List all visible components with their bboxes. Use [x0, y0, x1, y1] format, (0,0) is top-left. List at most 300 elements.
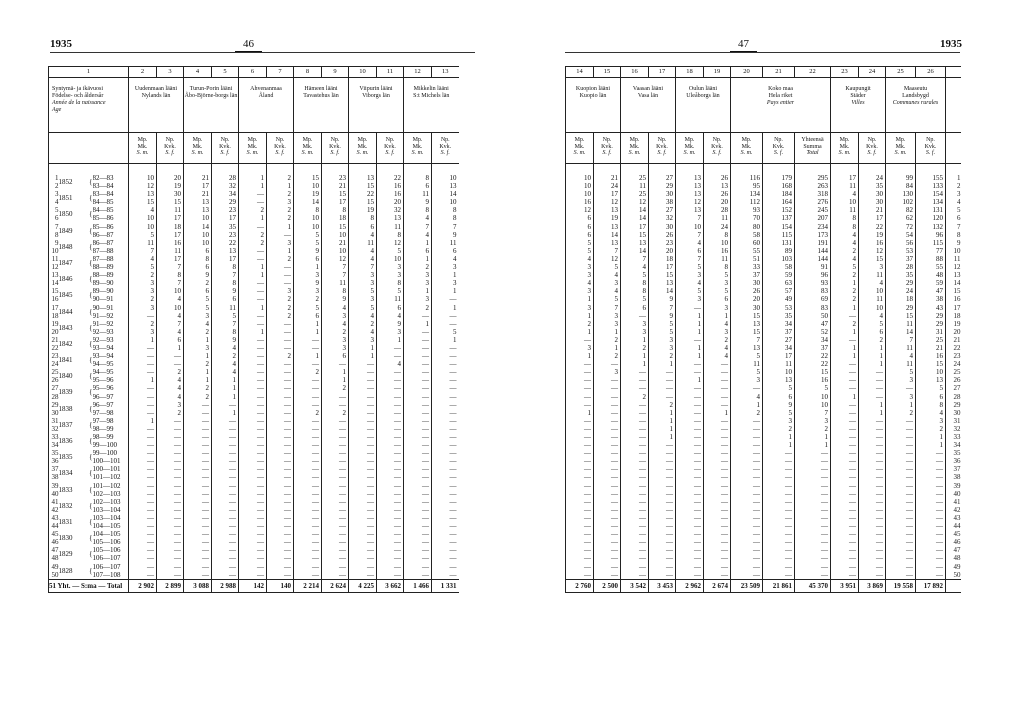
data-cell: —: [704, 441, 731, 449]
data-cell: —: [676, 538, 704, 546]
sex-label-sv: Mk.: [192, 143, 203, 150]
brace: {: [89, 485, 93, 494]
data-cell: —: [795, 514, 831, 522]
data-cell: 18: [157, 223, 184, 231]
data-cell: —: [916, 498, 946, 506]
sex-label-fr: S. f.: [867, 150, 877, 156]
data-cell: 29: [916, 320, 946, 328]
data-cell: 21: [594, 174, 621, 182]
data-cell: —: [676, 425, 704, 433]
data-cell: —: [859, 384, 886, 392]
age-range: 86—87: [92, 238, 114, 247]
data-cell: 7: [795, 409, 831, 417]
data-cell: 12: [322, 255, 349, 263]
data-cell: 112: [731, 198, 763, 206]
data-cell: —: [621, 409, 649, 417]
data-cell: 10: [432, 174, 459, 182]
table-row: [566, 384, 961, 392]
data-cell: 11: [859, 271, 886, 279]
data-cell: 20: [649, 247, 676, 255]
data-cell: 19: [157, 182, 184, 190]
data-cell: —: [239, 417, 267, 425]
data-cell: 4: [704, 344, 731, 352]
data-cell: —: [859, 433, 886, 441]
data-cell: 15: [157, 198, 184, 206]
data-cell: —: [294, 425, 322, 433]
data-cell: —: [432, 563, 459, 571]
data-cell: 7: [676, 231, 704, 239]
data-cell: 5: [763, 384, 795, 392]
data-cell: 8: [831, 223, 859, 231]
data-cell: 3: [129, 287, 157, 295]
data-cell: 3: [704, 279, 731, 287]
region-name-sv: Nylands län: [141, 93, 171, 99]
data-cell: 14: [886, 328, 916, 336]
data-cell: 103: [763, 255, 795, 263]
age-range: 103—104: [92, 513, 121, 522]
row-number: 20: [946, 328, 961, 336]
total-blank: [946, 579, 961, 592]
data-cell: 3: [566, 344, 594, 352]
data-cell: —: [129, 401, 157, 409]
data-cell: —: [731, 490, 763, 498]
data-cell: 7: [212, 320, 239, 328]
data-cell: —: [294, 522, 322, 530]
data-cell: 10: [294, 223, 322, 231]
row-number: 49: [49, 563, 59, 571]
sex-label-fi: Mp.: [741, 137, 752, 143]
data-cell: 2: [886, 409, 916, 417]
data-cell: 80: [731, 223, 763, 231]
male-header: [676, 133, 704, 164]
data-cell: —: [267, 271, 294, 279]
data-cell: —: [676, 409, 704, 417]
data-cell: —: [795, 538, 831, 546]
data-cell: 21: [322, 239, 349, 247]
data-cell: 6: [704, 295, 731, 303]
data-cell: —: [294, 417, 322, 425]
col-number: 4: [184, 67, 212, 78]
data-cell: —: [239, 465, 267, 473]
data-cell: —: [349, 498, 377, 506]
total-cell: 2 902: [129, 579, 157, 592]
table-row: [566, 368, 961, 376]
sex-label-fr: S. m.: [136, 150, 149, 156]
data-cell: 2: [129, 295, 157, 303]
table-row: [566, 498, 961, 506]
data-cell: 9: [763, 401, 795, 409]
row-number: 45: [946, 530, 961, 538]
data-cell: 35: [859, 182, 886, 190]
data-cell: —: [621, 490, 649, 498]
data-cell: 14: [621, 247, 649, 255]
data-cell: —: [404, 571, 432, 580]
data-cell: 5: [649, 320, 676, 328]
data-cell: —: [239, 312, 267, 320]
table-row: [49, 563, 459, 571]
data-cell: 54: [886, 231, 916, 239]
left-table: [48, 66, 459, 593]
data-cell: —: [404, 506, 432, 514]
sex-label-sv: Mk.: [247, 143, 258, 150]
data-cell: —: [676, 304, 704, 312]
data-cell: —: [294, 490, 322, 498]
region-header: [566, 78, 621, 133]
brace: {: [89, 453, 93, 462]
data-cell: 8: [831, 214, 859, 222]
data-cell: —: [886, 465, 916, 473]
data-cell: —: [349, 417, 377, 425]
data-cell: —: [267, 554, 294, 562]
data-cell: —: [886, 425, 916, 433]
data-cell: 1: [294, 328, 322, 336]
data-cell: —: [157, 522, 184, 530]
age-range: 93—94: [92, 352, 114, 361]
sex-label-fr: S. f.: [602, 150, 612, 156]
data-cell: 6: [859, 328, 886, 336]
data-cell: 7: [731, 336, 763, 344]
data-cell: 3: [404, 295, 432, 303]
data-cell: —: [404, 360, 432, 368]
row-number: 1: [946, 174, 961, 182]
spacer-cell: [377, 164, 404, 175]
row-number: 10: [49, 247, 59, 255]
data-cell: —: [129, 441, 157, 449]
table-row: [566, 401, 961, 409]
data-cell: —: [129, 473, 157, 481]
row-number: 31: [946, 417, 961, 425]
data-cell: 10: [566, 190, 594, 198]
data-cell: 15: [731, 312, 763, 320]
data-cell: 15: [349, 182, 377, 190]
data-cell: —: [731, 441, 763, 449]
region-name-sv: Uleåborgs län: [686, 93, 720, 99]
age-range: 90—91: [92, 295, 114, 304]
spacer-cell: [322, 164, 349, 175]
data-cell: 28: [212, 174, 239, 182]
data-cell: 8: [212, 263, 239, 271]
table-row: [49, 449, 459, 457]
data-cell: —: [795, 563, 831, 571]
data-cell: —: [594, 376, 621, 384]
male-header: [731, 133, 763, 164]
table-row: [566, 522, 961, 530]
spacer-cell: [93, 164, 129, 175]
data-cell: —: [239, 223, 267, 231]
data-cell: 1: [731, 401, 763, 409]
data-cell: —: [432, 449, 459, 457]
data-cell: 10: [157, 287, 184, 295]
data-cell: 5: [432, 328, 459, 336]
data-cell: —: [432, 554, 459, 562]
data-cell: 31: [916, 328, 946, 336]
row-number: 41: [946, 498, 961, 506]
table-row: [566, 449, 961, 457]
data-cell: —: [349, 522, 377, 530]
birth-year: 1845: [58, 291, 73, 300]
data-cell: 11: [731, 360, 763, 368]
data-cell: —: [916, 473, 946, 481]
sex-label-fr: S. f.: [712, 150, 722, 156]
data-cell: 4: [859, 312, 886, 320]
data-cell: —: [432, 417, 459, 425]
data-cell: 5: [763, 409, 795, 417]
data-cell: 7: [404, 223, 432, 231]
data-cell: 10: [129, 214, 157, 222]
data-cell: 55: [731, 247, 763, 255]
total-cell: 3 951: [831, 579, 859, 592]
data-cell: —: [267, 433, 294, 441]
data-cell: —: [157, 571, 184, 580]
data-cell: 58: [763, 263, 795, 271]
data-cell: —: [184, 401, 212, 409]
data-cell: —: [621, 571, 649, 580]
data-cell: 19: [859, 231, 886, 239]
data-cell: 1: [831, 344, 859, 352]
data-cell: 1: [322, 376, 349, 384]
data-cell: 37: [731, 271, 763, 279]
data-cell: 4: [566, 279, 594, 287]
data-cell: —: [916, 506, 946, 514]
data-cell: 3: [859, 263, 886, 271]
data-cell: —: [594, 441, 621, 449]
data-cell: —: [432, 295, 459, 303]
data-cell: 5: [594, 295, 621, 303]
data-cell: 3: [294, 287, 322, 295]
data-cell: —: [239, 295, 267, 303]
data-cell: —: [621, 546, 649, 554]
data-cell: —: [239, 441, 267, 449]
data-cell: 63: [763, 279, 795, 287]
data-cell: —: [731, 482, 763, 490]
data-cell: —: [763, 554, 795, 562]
data-cell: —: [916, 482, 946, 490]
data-cell: —: [731, 571, 763, 580]
table-row: [566, 360, 961, 368]
data-cell: —: [621, 376, 649, 384]
data-cell: —: [704, 546, 731, 554]
data-cell: —: [432, 320, 459, 328]
data-cell: 2: [621, 393, 649, 401]
data-cell: —: [831, 530, 859, 538]
data-cell: —: [566, 538, 594, 546]
row-number: 11: [946, 255, 961, 263]
sex-label-fr: S. m.: [683, 150, 696, 156]
data-cell: —: [212, 425, 239, 433]
data-cell: 17: [212, 255, 239, 263]
spacer-cell: [831, 164, 859, 175]
data-cell: —: [432, 482, 459, 490]
data-cell: 18: [649, 255, 676, 263]
data-cell: —: [294, 554, 322, 562]
data-cell: —: [886, 457, 916, 465]
data-cell: 1: [322, 368, 349, 376]
data-cell: 1: [649, 417, 676, 425]
header-blank: [946, 133, 961, 164]
data-cell: —: [432, 530, 459, 538]
data-cell: —: [212, 522, 239, 530]
row-number: 20: [49, 328, 59, 336]
row-number: 37: [49, 465, 59, 473]
data-cell: 15: [795, 368, 831, 376]
data-cell: —: [294, 457, 322, 465]
data-cell: 1: [267, 182, 294, 190]
data-cell: 3: [129, 279, 157, 287]
data-cell: —: [267, 441, 294, 449]
birth-year: 1847: [58, 258, 73, 267]
data-cell: 10: [795, 393, 831, 401]
data-cell: —: [377, 409, 404, 417]
sex-label-fr: S. m.: [301, 150, 314, 156]
data-cell: —: [157, 546, 184, 554]
data-cell: 1: [349, 352, 377, 360]
data-cell: —: [239, 514, 267, 522]
data-cell: —: [763, 514, 795, 522]
data-cell: —: [184, 473, 212, 481]
data-cell: 17: [184, 182, 212, 190]
data-cell: —: [212, 554, 239, 562]
age-range: 98—99: [92, 433, 114, 441]
data-cell: —: [129, 352, 157, 360]
row-number: 36: [49, 457, 59, 465]
sex-label-fi: Mp.: [357, 137, 368, 143]
data-cell: 4: [404, 214, 432, 222]
data-cell: —: [404, 490, 432, 498]
data-cell: —: [594, 401, 621, 409]
data-cell: 14: [594, 231, 621, 239]
data-cell: 11: [322, 279, 349, 287]
data-cell: 5: [566, 239, 594, 247]
data-cell: —: [831, 376, 859, 384]
data-cell: 11: [831, 182, 859, 190]
data-cell: 1: [859, 344, 886, 352]
data-cell: 4: [322, 320, 349, 328]
data-cell: —: [432, 312, 459, 320]
data-cell: 3: [294, 271, 322, 279]
data-cell: 4: [157, 384, 184, 392]
data-cell: 16: [566, 198, 594, 206]
male-header: [404, 133, 432, 164]
data-cell: —: [267, 263, 294, 271]
row-number: 44: [946, 522, 961, 530]
data-cell: 1: [566, 295, 594, 303]
data-cell: —: [377, 498, 404, 506]
brace: {: [89, 275, 93, 284]
data-cell: —: [349, 441, 377, 449]
table-row: [49, 328, 459, 336]
data-cell: 11: [157, 247, 184, 255]
table-row: [49, 206, 459, 214]
total-cell: 2 988: [212, 579, 239, 592]
data-cell: 22: [795, 360, 831, 368]
brace: {: [89, 501, 93, 510]
row-number: 24: [49, 360, 59, 368]
age-range: 96—97: [92, 400, 114, 409]
spacer-row: [566, 164, 961, 175]
data-cell: 13: [594, 206, 621, 214]
data-cell: —: [129, 465, 157, 473]
birth-year: 1839: [58, 388, 73, 397]
data-cell: 17: [212, 214, 239, 222]
data-cell: 3: [377, 328, 404, 336]
sex-label-fr: S. m.: [246, 150, 259, 156]
data-cell: 6: [404, 247, 432, 255]
data-cell: —: [404, 554, 432, 562]
data-cell: —: [404, 417, 432, 425]
data-cell: —: [404, 457, 432, 465]
data-cell: 21: [322, 182, 349, 190]
table-row: [566, 441, 961, 449]
data-cell: —: [349, 384, 377, 392]
data-cell: 7: [157, 320, 184, 328]
table-row: [49, 530, 459, 538]
data-cell: —: [676, 401, 704, 409]
table-row: [49, 344, 459, 352]
data-cell: —: [294, 360, 322, 368]
sex-label-fi: Np.: [220, 137, 230, 143]
data-cell: 17: [763, 352, 795, 360]
data-cell: —: [795, 490, 831, 498]
data-cell: 4: [157, 312, 184, 320]
data-cell: 22: [795, 352, 831, 360]
column-number-row: [49, 67, 459, 78]
data-cell: —: [212, 490, 239, 498]
data-cell: 22: [377, 174, 404, 182]
data-cell: 3: [566, 271, 594, 279]
data-cell: —: [704, 538, 731, 546]
data-cell: —: [886, 473, 916, 481]
data-cell: —: [886, 449, 916, 457]
data-cell: —: [349, 554, 377, 562]
data-cell: 12: [566, 206, 594, 214]
data-cell: —: [859, 376, 886, 384]
data-cell: 2: [763, 425, 795, 433]
data-cell: 131: [763, 239, 795, 247]
region-name-sv: Åbo-Björne-borgs län: [184, 93, 238, 99]
data-cell: —: [294, 376, 322, 384]
total-cell: 3 869: [859, 579, 886, 592]
data-cell: 30: [649, 223, 676, 231]
data-cell: —: [831, 554, 859, 562]
data-cell: —: [649, 384, 676, 392]
data-cell: —: [594, 530, 621, 538]
data-cell: —: [859, 538, 886, 546]
data-cell: —: [795, 546, 831, 554]
region-name-sv: Viborgs län: [362, 93, 390, 99]
data-cell: 16: [377, 182, 404, 190]
data-cell: 1: [432, 336, 459, 344]
table-row: [566, 247, 961, 255]
age-range: 91—92: [92, 311, 114, 320]
region-name-fi: Oulun lääni: [688, 86, 718, 92]
data-cell: 34: [795, 336, 831, 344]
region-name-sv: Tavastehus län: [303, 93, 339, 99]
row-number: 9: [946, 239, 961, 247]
table-row: [566, 465, 961, 473]
data-cell: 132: [916, 223, 946, 231]
data-cell: 5: [831, 263, 859, 271]
data-cell: 2: [267, 304, 294, 312]
data-cell: —: [349, 393, 377, 401]
data-cell: 5: [795, 384, 831, 392]
data-cell: —: [594, 482, 621, 490]
data-cell: —: [831, 465, 859, 473]
sum-label-sv: Summa: [803, 143, 822, 150]
data-cell: 7: [129, 247, 157, 255]
data-cell: 6: [184, 287, 212, 295]
data-cell: 5: [129, 263, 157, 271]
age-range: 99—100: [92, 441, 117, 450]
